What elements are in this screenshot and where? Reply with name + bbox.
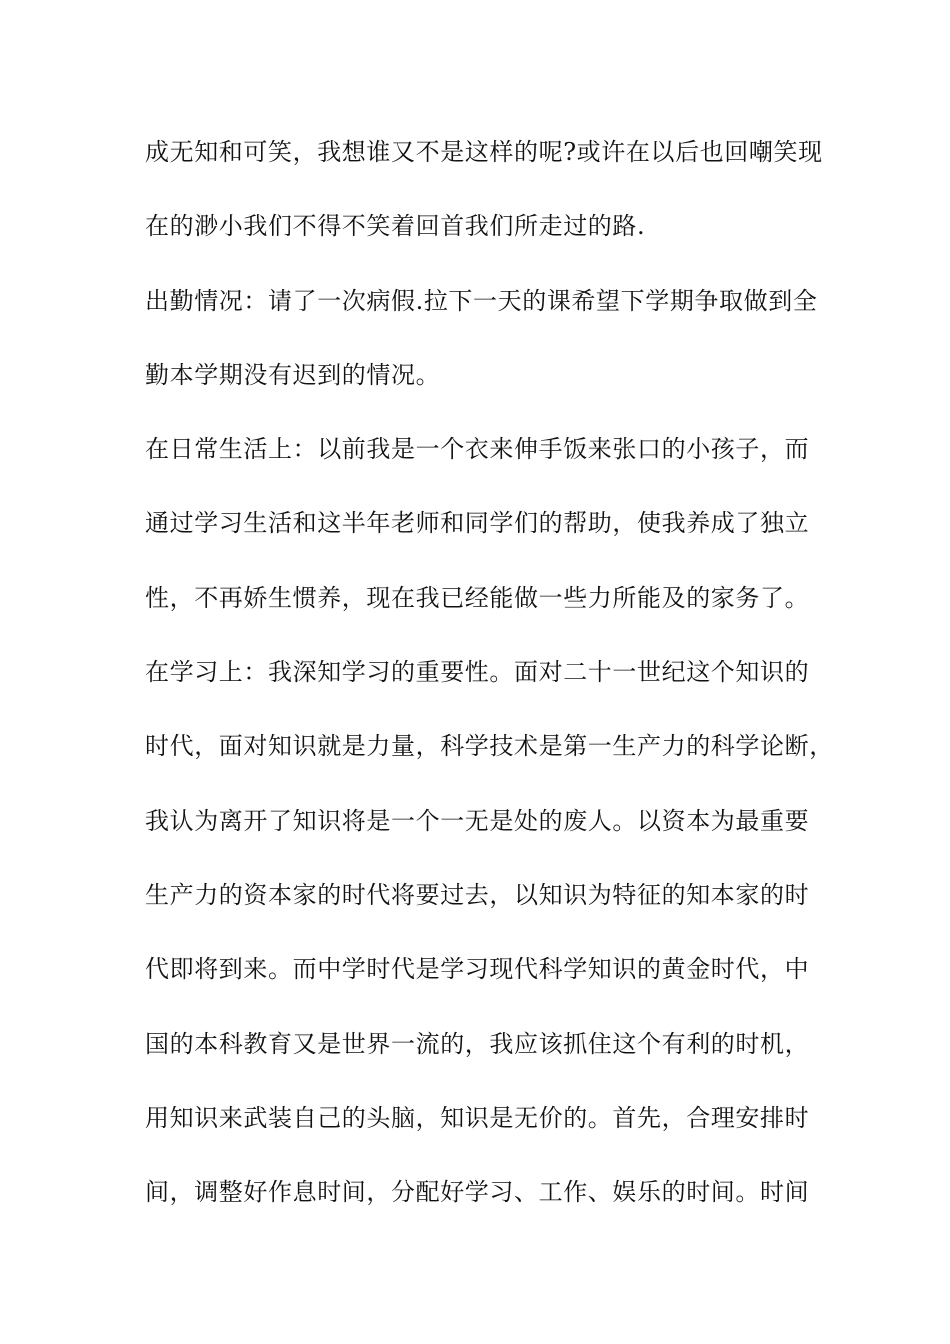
text-line-14: 用知识来武装自己的头脑，知识是无价的。首先，合理安排时 bbox=[145, 1103, 810, 1132]
text-line-11: 生产力的资本家的时代将要过去，以知识为特征的知本家的时 bbox=[145, 880, 810, 909]
text-line-10: 我认为离开了知识将是一个一无是处的废人。以资本为最重要 bbox=[145, 806, 810, 835]
text-line-5: 在日常生活上：以前我是一个衣来伸手饭来张口的小孩子，而 bbox=[145, 435, 810, 464]
text-line-7: 性，不再娇生惯养，现在我已经能做一些力所能及的家务了。 bbox=[145, 583, 810, 612]
body-text bbox=[145, 124, 834, 1238]
text-line-2: 在的渺小我们不得不笑着回首我们所走过的路. bbox=[145, 212, 646, 241]
text-line-8: 在学习上：我深知学习的重要性。面对二十一世纪这个知识的 bbox=[145, 658, 810, 687]
text-line-9: 时代，面对知识就是力量，科学技术是第一生产力的科学论断， bbox=[145, 732, 834, 761]
text-line-6: 通过学习生活和这半年老师和同学们的帮助，使我养成了独立 bbox=[145, 509, 810, 538]
text-line-13: 国的本科教育又是世界一流的，我应该抓住这个有利的时机， bbox=[145, 1029, 810, 1058]
text-line-1: 成无知和可笑，我想谁又不是这样的呢?或许在以后也回嘲笑现 bbox=[145, 138, 823, 166]
text-line-4: 勤本学期没有迟到的情况。 bbox=[145, 360, 441, 389]
text-line-12: 代即将到来。而中学时代是学习现代科学知识的黄金时代，中 bbox=[145, 955, 810, 984]
text-line-15: 间，调整好作息时间，分配好学习、工作、娱乐的时间。时间 bbox=[145, 1178, 810, 1207]
text-line-3: 出勤情况：请了一次病假.拉下一天的课希望下学期争取做到全 bbox=[145, 286, 818, 315]
